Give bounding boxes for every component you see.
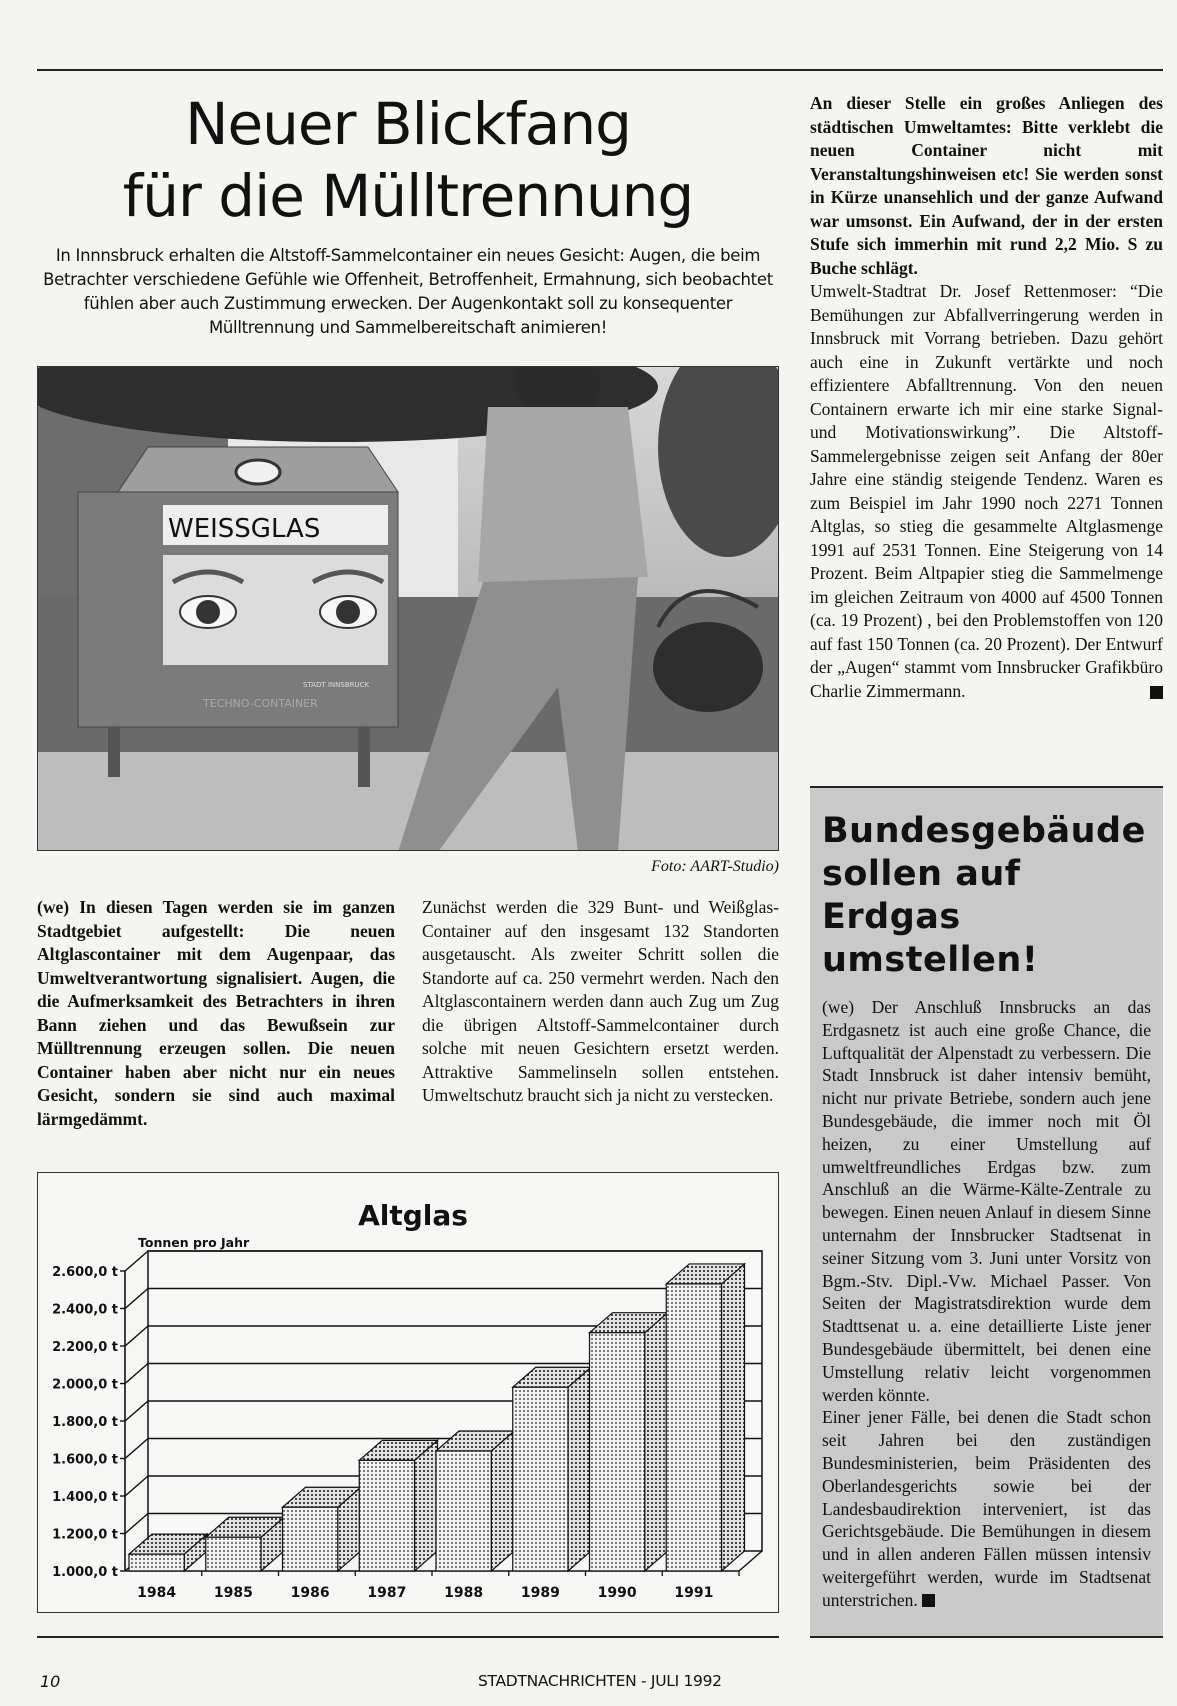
page-number: 10 — [40, 1672, 61, 1691]
x-tick-label: 1989 — [520, 1585, 560, 1601]
container-city: STADT INNSBRUCK — [303, 681, 370, 689]
floor-edge — [739, 1551, 762, 1571]
container-brand: TECHNO-CONTAINER — [203, 697, 318, 710]
x-tick-label: 1984 — [137, 1585, 177, 1601]
bottom-rule-right — [810, 1636, 1163, 1638]
sidebar-paragraph-2 — [822, 1406, 1151, 1611]
y-tick-label: 2.400,0 t — [52, 1302, 118, 1318]
x-tick-label: 1990 — [597, 1585, 637, 1601]
x-tick-label: 1985 — [213, 1585, 253, 1601]
bar-front — [129, 1554, 184, 1571]
y-tick-label: 2.200,0 t — [52, 1340, 118, 1355]
end-mark-icon — [1150, 686, 1163, 699]
y-tick-label: 2.000,0 t — [52, 1377, 118, 1393]
chart-gridline-depth — [125, 1439, 148, 1459]
headline-line-1: Neuer Blickfang — [185, 90, 631, 158]
chart-gridline-depth — [125, 1251, 148, 1271]
chart-bar-1989 — [513, 1367, 591, 1571]
article-photo — [37, 366, 779, 851]
article-column-1: (we) In diesen Tagen werden sie im ganzen Stadtgebiet aufgestellt: Die neuen Altglascontainer mit dem Augenpaar, das Umweltverantwortung signalisiert. Augen, die die Aufmerksamkeit des Betrachters in ihren Bann ziehen und das Bewußsein zur Mülltrennung erzeugen sollen. Die neuen Container haben aber nicht nur ein neues Gesicht, sondern sie sind auch maximal lärmgedämmt. — [37, 897, 395, 1129]
chart-bar-1987 — [359, 1440, 437, 1571]
chart-gridline-depth — [125, 1289, 148, 1309]
chart-bar-1988 — [436, 1431, 514, 1571]
end-mark-icon — [922, 1594, 935, 1607]
photo-credit: Foto: AART-Studio) — [651, 858, 779, 875]
y-tick-label: 2.600,0 t — [52, 1265, 118, 1280]
bar-front — [590, 1333, 645, 1571]
bottom-rule-left — [37, 1636, 779, 1638]
chart-bar-1984 — [129, 1534, 207, 1571]
article-column-2: Zunächst werden die 329 Bunt- und Weißglas-Container auf den insgesamt 132 Standorten ausgetauscht. Als zweiter Schritt sollen die Standorte auf ca. 250 vermehrt werden. Nach den Altglascontainern werden dann auch Zug um Zug die übrigen Altstoff-Sammelcontainer durch solche mit neuen Gesichtern ersetzt werden. Attraktive Sammelinseln sollen entstehen. Umweltschutz braucht sich ja nicht zu verstecken. — [422, 897, 779, 1105]
chart-gridline-depth — [125, 1401, 148, 1421]
chart-title: Altglas — [358, 1199, 468, 1232]
chart-bar-1986 — [283, 1487, 361, 1571]
x-tick-label: 1987 — [367, 1585, 407, 1601]
bar-side — [645, 1313, 668, 1571]
bar-side — [722, 1264, 745, 1571]
altglas-chart — [37, 1172, 779, 1613]
chart-gridline-depth — [125, 1476, 148, 1496]
bar-side — [491, 1431, 514, 1571]
column-3-bold-intro: An dieser Stelle ein großes Anliegen des städtischen Umweltamtes: Bitte verklebt die neuen Container nicht mit Veranstaltungshinweisen etc! Sie werden sonst in Kürze unansehlich und der ganze Aufwand war umsonst. Ein Aufwand, der in der ersten Stufe sich immerhin mit rund 2,2 Mio. S zu Buche schlägt. — [810, 93, 1163, 278]
bar-front — [666, 1284, 721, 1571]
y-tick-label: 1.400,0 t — [52, 1490, 118, 1505]
chart-bar-1991 — [666, 1264, 744, 1571]
article-column-3 — [810, 92, 1163, 703]
container-label: WEISSGLAS — [168, 514, 321, 544]
article-lead: In Innnsbruck erhalten die Altstoff-Sammelcontainer ein neues Gesicht: Augen, die beim Betrachter verschiedene Gefühle wie Offenheit, Betroffenheit, Ermahnung, sich beobachtet fühlen aber auch Zustimmung erwecken. Der Augenkontakt soll zu konsequenter Mülltrennung und Sammelbereitschaft animieren! — [43, 246, 773, 337]
bar-side — [568, 1367, 591, 1571]
sidebar-body — [810, 982, 1163, 1612]
top-rule — [37, 69, 1163, 71]
column-3-text: Umwelt-Stadtrat Dr. Josef Rettenmoser: “Die Bemühungen zur Abfallverringerung werden in Innsbruck mit Vorrang betrieben. Dazu gehört auch eine in Zukunft vertärkte und noch effizientere Abfalltrennung. Von den neuen Containern erwarte ich mir eine starke Signal- und Motivationswirkung”. Die Altstoff-Sammelergebnisse zeigen seit Anfang der 80er Jahre eine ständig steigende Tendenz. Waren es zum Beispiel im Jahr 1990 noch 2271 Tonnen Altglas, so stieg die gesammelte Altglasmenge 1991 auf 2531 Tonnen. Eine Steigerung von 14 Prozent. Beim Altpapier stieg die Sammelmenge im gleichen Zeitraum von 4000 auf 4500 Tonnen (ca. 19 Prozent) , bei den Problemstoffen von 120 auf fast 150 Tonnen (ca. 20 Prozent). Der Entwurf der „Augen“ stammt vom Innsbrucker Grafikbüro Charlie Zimmermann. — [810, 281, 1163, 701]
chart-svg — [38, 1173, 780, 1614]
x-tick-label: 1988 — [444, 1585, 484, 1601]
bar-front — [283, 1507, 338, 1571]
chart-gridline-depth — [125, 1326, 148, 1346]
y-tick-label: 1.000,0 t — [52, 1565, 118, 1580]
y-tick-label: 1.800,0 t — [52, 1415, 118, 1430]
sidebar-headline: Bundesgebäude sollen auf Erdgas umstellen! — [822, 811, 1146, 980]
chart-gridline-depth — [125, 1514, 148, 1534]
bar-front — [513, 1387, 568, 1571]
bar-side — [415, 1440, 438, 1571]
sidebar-paragraph-2-text: Einer jener Fälle, bei denen die Stadt schon seit Jahren bei den zuständigen Bundesministerien, beim Präsidenten des Oberlandesgerichts sowie bei der Landesbaudirektion interveniert, ist das Gerichtsgebäude. Die Bemühungen in diesem und in allen anderen Fällen müssen intensiv weitergeführt werden, wurde im Stadtsenat unterstrichen. — [822, 1407, 1151, 1610]
photo-illustration — [38, 367, 779, 851]
y-tick-label: 1.200,0 t — [52, 1527, 118, 1543]
chart-gridline-depth — [125, 1364, 148, 1384]
bar-front — [436, 1451, 491, 1571]
x-tick-label: 1986 — [290, 1585, 330, 1601]
headline-line-2: für die Mülltrennung — [122, 162, 694, 230]
x-tick-label: 1991 — [674, 1585, 714, 1601]
bar-front — [206, 1537, 261, 1571]
sidebar-article — [810, 786, 1163, 1637]
bar-front — [359, 1460, 414, 1571]
chart-ylabel: Tonnen pro Jahr — [138, 1235, 250, 1250]
chart-bar-1990 — [590, 1313, 668, 1571]
publication-footer: STADTNACHRICHTEN - JULI 1992 — [478, 1672, 722, 1690]
y-tick-label: 1.600,0 t — [52, 1452, 118, 1468]
sidebar-paragraph-1: (we) Der Anschluß Innsbrucks an das Erdgasnetz ist auch eine große Chance, die Luftqualität der Alpenstadt zu verbessern. Die Stadt Innsbruck ist daher intensiv bemüht, nicht nur private Betriebe, sondern auch jene Bundesgebäude, die immer noch mit Öl heizen, zu einer Umstellung auf umweltfreundliches Erdgas bzw. zum Anschluß an die Wärme-Kälte-Zentrale zu bewegen. Einen neuen Anlauf in diesem Sinne unternahm der Innsbrucker Stadtsenat in seiner Sitzung vom 3. Juni unter Vorsitz von Bgm.-Stv. Dipl.-Vw. Michael Passer. Von Seiten der Magistratsdirektion wurde dem Stadttsenat u. a. eine detaillierte Liste jener Bundesgebäude übermittelt, bei denen eine Umstellung relativ leicht vorgenommen werden könnte. — [822, 997, 1151, 1405]
article-headline — [37, 88, 779, 232]
